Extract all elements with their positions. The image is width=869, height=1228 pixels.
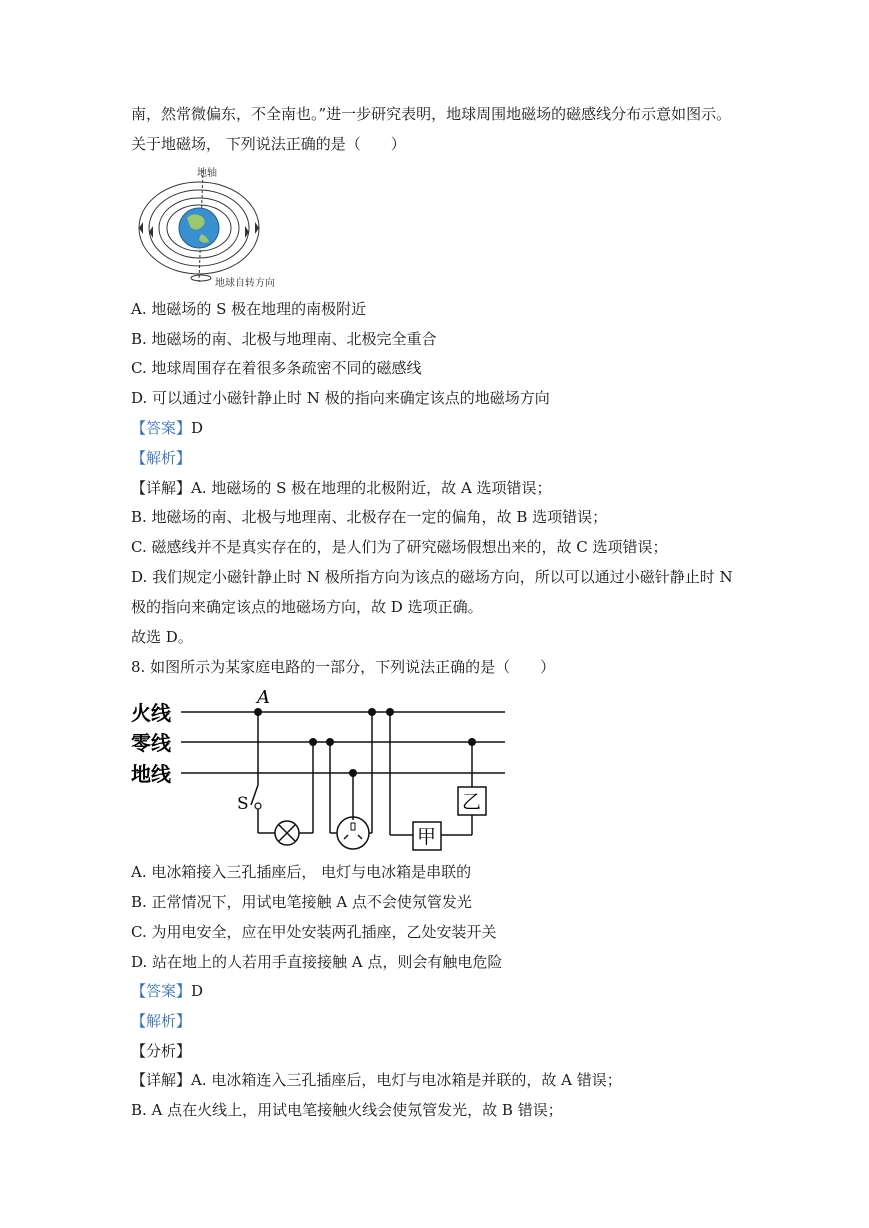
axis-label: 地轴 (197, 168, 217, 179)
junction-dot (386, 708, 394, 716)
q7-option-a: A. 地磁场的 S 极在地理的南极附近 (131, 300, 367, 318)
point-a-label: A (257, 687, 270, 708)
live-wire-label: 火线 (131, 701, 171, 725)
question-7-stem: 关于地磁场， 下列说法正确的是（ ） (131, 135, 406, 153)
q8-option-d: D. 站在地上的人若用手直接接触 A 点，则会有触电危险 (131, 953, 503, 971)
q7-detail-6: 故选 D。 (131, 628, 193, 646)
q7-detail-2: B. 地磁场的南、北极与地理南、北极存在一定的偏角，故 B 选项错误； (131, 508, 608, 526)
intro-line-1: 南，然常微偏东，不全南也。”进一步研究表明，地球周围地磁场的磁感线分布示意如图示。 (131, 105, 732, 123)
q7-answer (131, 418, 203, 438)
rotation-ellipse (191, 275, 211, 281)
q7-detail-3: C. 磁感线并不是真实存在的，是人们为了研究磁场假想出来的，故 C 选项错误； (131, 538, 668, 556)
q7-detail-4: D. 我们规定小磁针静止时 N 极所指方向为该点的磁场方向，所以可以通过小磁针静止时 N (131, 568, 733, 586)
switch-contact (255, 803, 261, 809)
q7-option-c: C. 地球周围存在着很多条疏密不同的磁感线 (131, 359, 422, 377)
three-pin-socket-icon (337, 817, 369, 849)
q7-analysis-tag: 【解析】 (131, 449, 192, 467)
earth-magnetic-field-figure (131, 162, 291, 290)
junction-dot (349, 769, 357, 777)
q7-option-d: D. 可以通过小磁针静止时 N 极的指向来确定该点的地磁场方向 (131, 389, 550, 407)
junction-dot (368, 708, 376, 716)
switch-blade (251, 785, 258, 805)
socket-pin (344, 835, 348, 839)
answer-tag: 【答案】 (131, 982, 192, 1000)
q8-option-b: B. 正常情况下，用试电笔接触 A 点不会使氖管发光 (131, 893, 472, 911)
q7-detail-5: 极的指向来确定该点的地磁场方向，故 D 选项正确。 (131, 598, 483, 616)
household-circuit-diagram (125, 685, 525, 855)
q8-detail-1: 【详解】A. 电冰箱连入三孔插座后，电灯与电冰箱是并联的，故 A 错误； (131, 1071, 622, 1089)
socket-pin (358, 835, 362, 839)
neutral-wire-label: 零线 (131, 731, 171, 755)
q8-option-a: A. 电冰箱接入三孔插座后， 电灯与电冰箱是串联的 (131, 863, 472, 881)
junction-dot (468, 738, 476, 746)
q8-analysis-tag: 【解析】 (131, 1012, 192, 1030)
q7-option-b: B. 地磁场的南、北极与地理南、北极完全重合 (131, 330, 437, 348)
socket-pin (351, 823, 355, 830)
box-yi-label: 乙 (462, 791, 482, 813)
junction-dot (326, 738, 334, 746)
q8-fenxi-tag: 【分析】 (131, 1042, 192, 1060)
answer-tag: 【答案】 (131, 419, 192, 437)
junction-dot (309, 738, 317, 746)
q8-answer (131, 981, 203, 1001)
box-jia-label: 甲 (417, 826, 437, 848)
question-8-stem: 8. 如图所示为某家庭电路的一部分，下列说法正确的是（ ） (131, 658, 556, 676)
answer-value: D (191, 982, 204, 1000)
switch-label: S (237, 794, 249, 814)
rotation-label: 地球自转方向 (215, 278, 275, 289)
junction-a (254, 708, 262, 716)
q8-detail-2: B. A 点在火线上，用试电笔接触火线会使氖管发光，故 B 错误； (131, 1101, 563, 1119)
q8-option-c: C. 为用电安全，应在甲处安装两孔插座，乙处安装开关 (131, 923, 497, 941)
answer-value: D (191, 419, 204, 437)
q7-detail-1: 【详解】A. 地磁场的 S 极在地理的北极附近，故 A 选项错误； (131, 479, 552, 497)
ground-wire-label: 地线 (131, 762, 171, 786)
